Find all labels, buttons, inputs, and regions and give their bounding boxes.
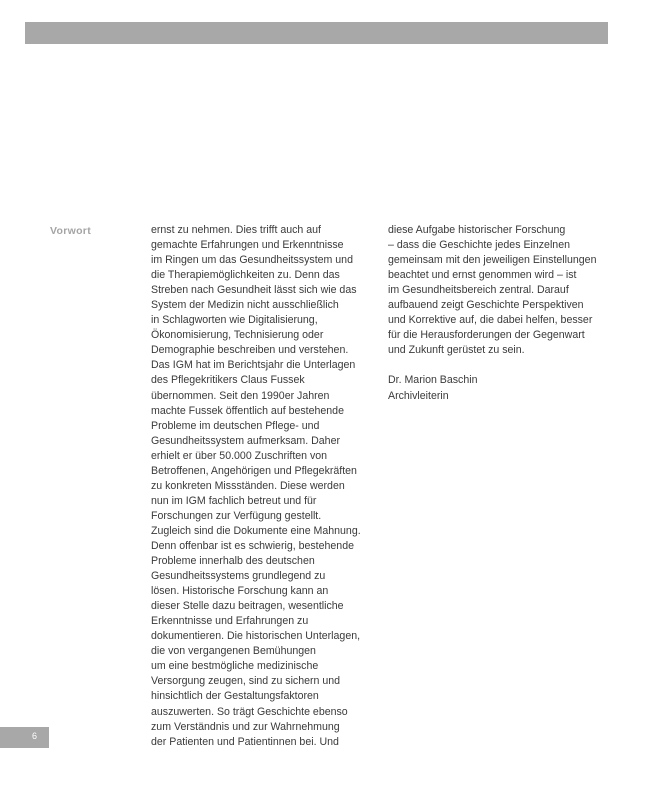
text-line: zu konkreten Missständen. Diese werden	[151, 479, 345, 492]
text-line: im Ringen um das Gesundheitssystem und	[151, 254, 353, 267]
text-line: lösen. Historische Forschung kann an	[151, 585, 329, 598]
text-line: die Therapiemöglichkeiten zu. Denn das	[151, 269, 340, 282]
text-line: Ökonomisierung, Technisierung oder	[151, 329, 324, 342]
text-column-2	[388, 223, 623, 404]
text-line: Probleme innerhalb des deutschen	[151, 555, 315, 568]
text-line: Denn offenbar ist es schwierig, bestehende	[151, 539, 354, 552]
text-line: zum Verständnis und zur Wahrnehmung	[151, 720, 340, 733]
text-line: Gesundheitssystems grundlegend zu	[151, 570, 326, 583]
text-line: übernommen. Seit den 1990er Jahren	[151, 389, 330, 402]
text-line: Versorgung zeugen, sind zu sichern und	[151, 675, 341, 688]
text-column-1	[151, 223, 386, 750]
text-line: Forschungen zur Verfügung gestellt.	[151, 509, 322, 522]
text-line: gemachte Erfahrungen und Erkenntnisse	[151, 239, 344, 252]
text-line: die von vergangenen Bemühungen	[151, 645, 316, 658]
text-line: und Zukunft gerüstet zu sein.	[388, 344, 525, 357]
section-label: Vorwort	[50, 225, 91, 237]
text-line: Demographie beschreiben und verstehen.	[151, 344, 349, 357]
text-line: im Gesundheitsbereich zentral. Darauf	[388, 284, 569, 297]
text-line: um eine bestmögliche medizinische	[151, 660, 319, 673]
text-line: Probleme im deutschen Pflege- und	[151, 419, 320, 432]
header-bar	[25, 22, 608, 44]
text-line: und Korrektive auf, die dabei helfen, besser	[388, 314, 593, 327]
text-line: gemeinsam mit den jeweiligen Einstellungen	[388, 254, 597, 267]
text-line: dieser Stelle dazu beitragen, wesentliche	[151, 600, 344, 613]
text-line: Gesundheitssystem aufmerksam. Daher	[151, 434, 340, 447]
text-line: Das IGM hat im Berichtsjahr die Unterlagen	[151, 359, 356, 372]
signature-role: Archivleiterin	[388, 389, 449, 402]
text-line: nun im IGM fachlich betreut und für	[151, 494, 317, 507]
spacer	[388, 358, 623, 373]
text-line: erhielt er über 50.000 Zuschriften von	[151, 449, 328, 462]
text-line: System der Medizin nicht ausschließlich	[151, 299, 339, 312]
text-line: der Patienten und Patientinnen bei. Und	[151, 735, 339, 748]
text-line: Erkenntnisse und Erfahrungen zu	[151, 615, 309, 628]
text-line: Betroffenen, Angehörigen und Pflegekräften	[151, 464, 357, 477]
text-line: hinsichtlich der Gestaltungsfaktoren	[151, 690, 319, 703]
text-line: für die Herausforderungen der Gegenwart	[388, 329, 585, 342]
text-line: diese Aufgabe historischer Forschung	[388, 224, 566, 236]
text-line: des Pflegekritikers Claus Fussek	[151, 374, 305, 387]
text-line: machte Fussek öffentlich auf bestehende	[151, 404, 344, 417]
text-line: in Schlagworten wie Digitalisierung,	[151, 314, 318, 327]
signature-name: Dr. Marion Baschin	[388, 374, 478, 387]
page-number: 6	[31, 731, 37, 741]
page-number-box	[0, 727, 49, 748]
text-line: Zugleich sind die Dokumente eine Mahnung.	[151, 524, 361, 537]
text-line: auszuwerten. So trägt Geschichte ebenso	[151, 705, 348, 718]
text-line: beachtet und ernst genommen wird – ist	[388, 269, 577, 282]
text-line: ernst zu nehmen. Dies trifft auch auf	[151, 224, 321, 236]
text-line: – dass die Geschichte jedes Einzelnen	[388, 239, 570, 252]
text-line: dokumentieren. Die historischen Unterlagen,	[151, 630, 361, 643]
text-line: Streben nach Gesundheit lässt sich wie das	[151, 284, 357, 297]
text-line: aufbauend zeigt Geschichte Perspektiven	[388, 299, 584, 312]
